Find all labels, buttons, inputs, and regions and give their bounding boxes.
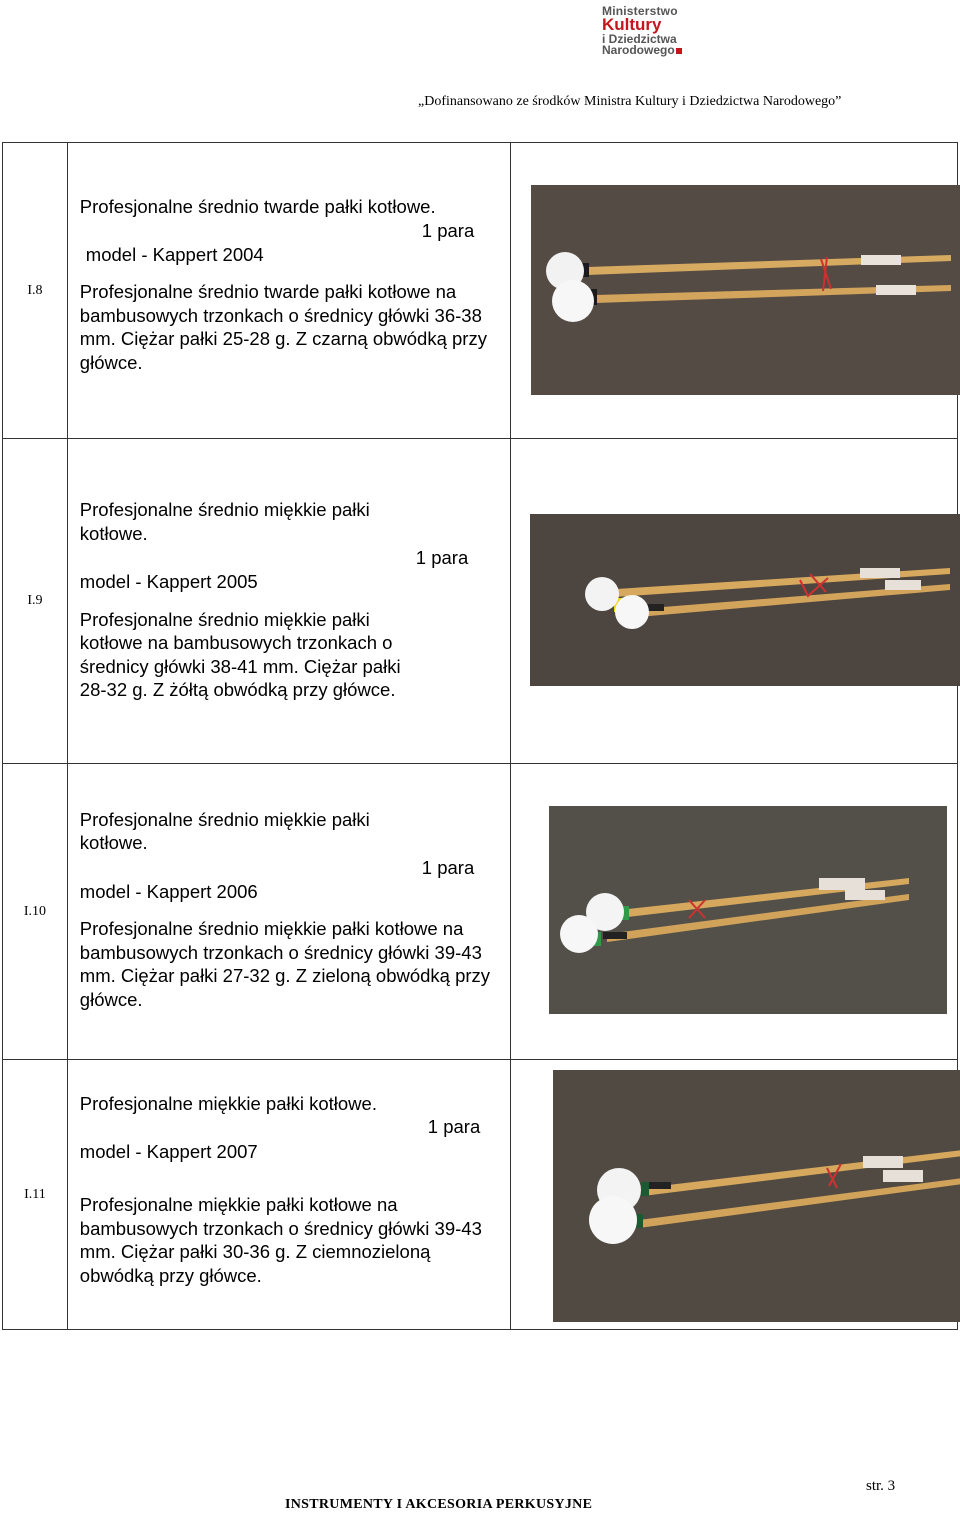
item-quantity: 1 para bbox=[415, 547, 469, 569]
item-photo-cell bbox=[510, 1060, 957, 1330]
item-description: Profesjonalne średnio miękkie pałki kotłowe na bambusowych trzonkach o średnicy główki 38-41 mm. Ciężar pałki 28-32 g. Z żółtą obwódką przy główce. bbox=[79, 608, 401, 701]
item-number: I.8 bbox=[3, 143, 68, 439]
logo-line-2: Kultury bbox=[602, 15, 662, 34]
table-row bbox=[3, 439, 958, 764]
item-model: model - Kappert 2005 bbox=[79, 571, 258, 593]
item-photo-cell bbox=[510, 143, 957, 439]
item-quantity: 1 para bbox=[421, 220, 475, 241]
item-model: model - Kappert 2007 bbox=[79, 1140, 258, 1162]
logo-line-3: i Dziedzictwa bbox=[602, 32, 677, 46]
footer-title: INSTRUMENTY I AKCESORIA PERKUSYJNE bbox=[285, 1497, 593, 1512]
item-description-cell bbox=[67, 143, 510, 439]
table-row bbox=[3, 764, 958, 1060]
logo-line-4: Narodowego bbox=[602, 43, 682, 57]
item-photo-cell bbox=[510, 764, 957, 1060]
page-number: str. 3 bbox=[866, 1478, 896, 1494]
item-number: I.9 bbox=[3, 439, 68, 764]
item-number: I.11 bbox=[3, 1060, 68, 1330]
item-description-cell bbox=[67, 439, 510, 764]
item-model: model - Kappert 2004 bbox=[85, 243, 264, 265]
item-title: Profesjonalne miękkie pałki kotłowe. bbox=[79, 1093, 377, 1114]
items-table bbox=[2, 142, 958, 1330]
item-number: I.10 bbox=[3, 764, 68, 1060]
item-photo bbox=[530, 514, 960, 686]
table-row bbox=[3, 1060, 958, 1330]
item-description: Profesjonalne średnio miękkie pałki kotłowe na bambusowych trzonkach o średnicy główki 39-43 mm. Ciężar pałki 27-32 g. Z zieloną obwódką przy główce. bbox=[79, 918, 491, 1010]
funding-note: „Dofinansowano ze środków Ministra Kultury i Dziedzictwa Narodowego” bbox=[418, 94, 842, 109]
item-description: Profesjonalne miękkie pałki kotłowe na bambusowych trzonkach o średnicy główki 39-43 mm. Ciężar pałki 30-36 g. Z ciemnozieloną obwódką przy główce. bbox=[79, 1194, 482, 1286]
item-description-cell bbox=[67, 1060, 510, 1330]
item-model: model - Kappert 2006 bbox=[79, 880, 258, 902]
item-title: Profesjonalne średnio miękkie pałki kotłowe. bbox=[79, 499, 370, 544]
item-photo bbox=[531, 185, 960, 395]
logo-line-1: Ministerstwo bbox=[602, 4, 678, 18]
item-photo-cell bbox=[510, 439, 957, 764]
item-quantity: 1 para bbox=[421, 856, 475, 878]
table-row bbox=[3, 143, 958, 439]
item-photo bbox=[549, 806, 947, 1014]
item-description-cell bbox=[67, 764, 510, 1060]
item-description: Profesjonalne średnio twarde pałki kotłowe na bambusowych trzonkach o średnicy główki 36-38 mm. Ciężar pałki 25-28 g. Z czarną obwódką przy główce. bbox=[79, 281, 487, 373]
ministry-logo bbox=[602, 4, 698, 56]
item-title: Profesjonalne średnio miękkie pałki kotłowe. bbox=[79, 808, 370, 854]
logo-dot bbox=[676, 48, 682, 54]
item-title: Profesjonalne średnio twarde pałki kotłowe. bbox=[79, 196, 436, 217]
item-photo bbox=[553, 1070, 960, 1322]
item-quantity: 1 para bbox=[427, 1116, 481, 1137]
